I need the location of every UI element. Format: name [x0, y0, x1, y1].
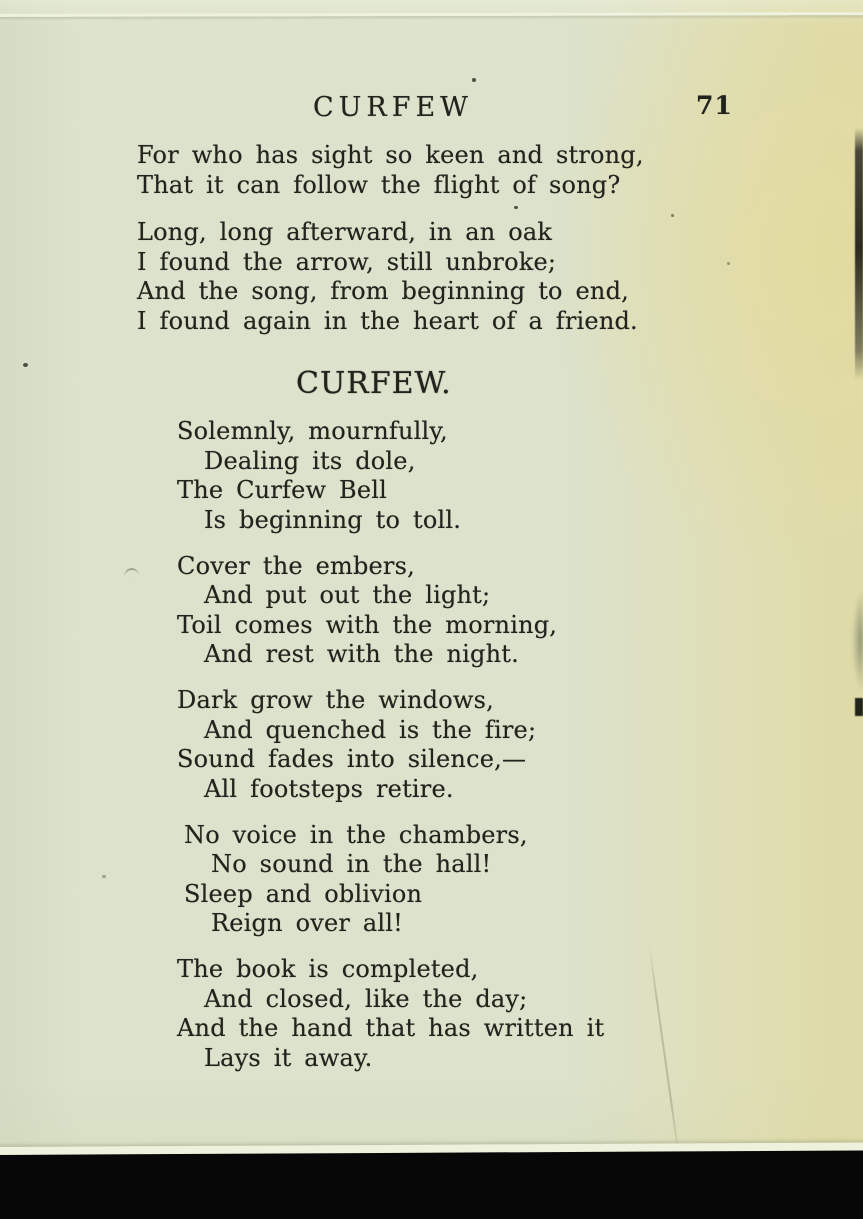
- poem-line: Cover the embers,: [177, 551, 415, 580]
- poem-stanza: [184, 821, 604, 939]
- poem-line: And closed, like the day;: [204, 984, 528, 1013]
- poem-line: Dealing its dole,: [204, 446, 416, 475]
- poem-line: Reign over all!: [211, 909, 404, 937]
- page-crease-line: [648, 944, 679, 1154]
- scanner-background-bar: [0, 1150, 863, 1219]
- poem-line: Sound fades into silence,—: [177, 745, 527, 773]
- poem-line: I found again in the heart of a friend.: [137, 306, 638, 335]
- running-header-title: CURFEW: [313, 92, 473, 123]
- poem-line: For who has sight so keen and strong,: [137, 141, 644, 169]
- poem-body: [177, 417, 604, 1090]
- poem-line: And put out the light;: [204, 581, 491, 609]
- poem-line: Solemnly, mournfully,: [177, 417, 448, 445]
- poem-line: No sound in the hall!: [211, 850, 492, 878]
- poem-line: The Curfew Bell: [177, 476, 388, 504]
- intro-stanza: [137, 141, 644, 200]
- poem-line: Is beginning to toll.: [204, 505, 462, 534]
- paper-tear-line: [0, 12, 863, 17]
- pencil-squiggle-mark: [124, 567, 140, 578]
- poem-line: Long, long afterward, in an oak: [137, 218, 553, 246]
- poem-line: Dark grow the windows,: [177, 686, 494, 714]
- previous-poem-ending: [137, 141, 644, 354]
- scan-edge-smudge: [843, 578, 863, 718]
- poem-title: CURFEW.: [296, 366, 452, 401]
- poem-line: No voice in the chambers,: [184, 820, 528, 849]
- intro-stanza: [137, 218, 644, 336]
- poem-line: And rest with the night.: [204, 640, 519, 668]
- scan-edge-shadow-strip: [855, 128, 863, 380]
- poem-line: And the song, from beginning to end,: [137, 277, 629, 305]
- page-number: 71: [696, 91, 733, 120]
- poem-stanza: [177, 955, 604, 1073]
- poem-stanza: [177, 417, 604, 535]
- poem-line: Sleep and oblivion: [184, 879, 423, 908]
- poem-line: I found the arrow, still unbroke;: [137, 247, 557, 276]
- ink-speck: [23, 363, 28, 367]
- ink-speck: [671, 214, 674, 217]
- scan-edge-tick: [855, 698, 863, 716]
- poem-line: And the hand that has written it: [177, 1014, 605, 1042]
- ink-speck: [102, 875, 106, 878]
- ink-speck: [514, 206, 518, 209]
- poem-stanza: [177, 686, 604, 804]
- ink-speck: [727, 262, 730, 265]
- poem-line: That it can follow the flight of song?: [137, 170, 621, 199]
- poem-line: And quenched is the fire;: [204, 715, 537, 744]
- poem-line: Lays it away.: [204, 1043, 373, 1072]
- ink-speck: [472, 78, 476, 82]
- poem-line: The book is completed,: [177, 955, 479, 983]
- poem-line: Toil comes with the morning,: [177, 610, 558, 639]
- poem-stanza: [177, 552, 604, 670]
- poem-line: All footsteps retire.: [204, 774, 454, 803]
